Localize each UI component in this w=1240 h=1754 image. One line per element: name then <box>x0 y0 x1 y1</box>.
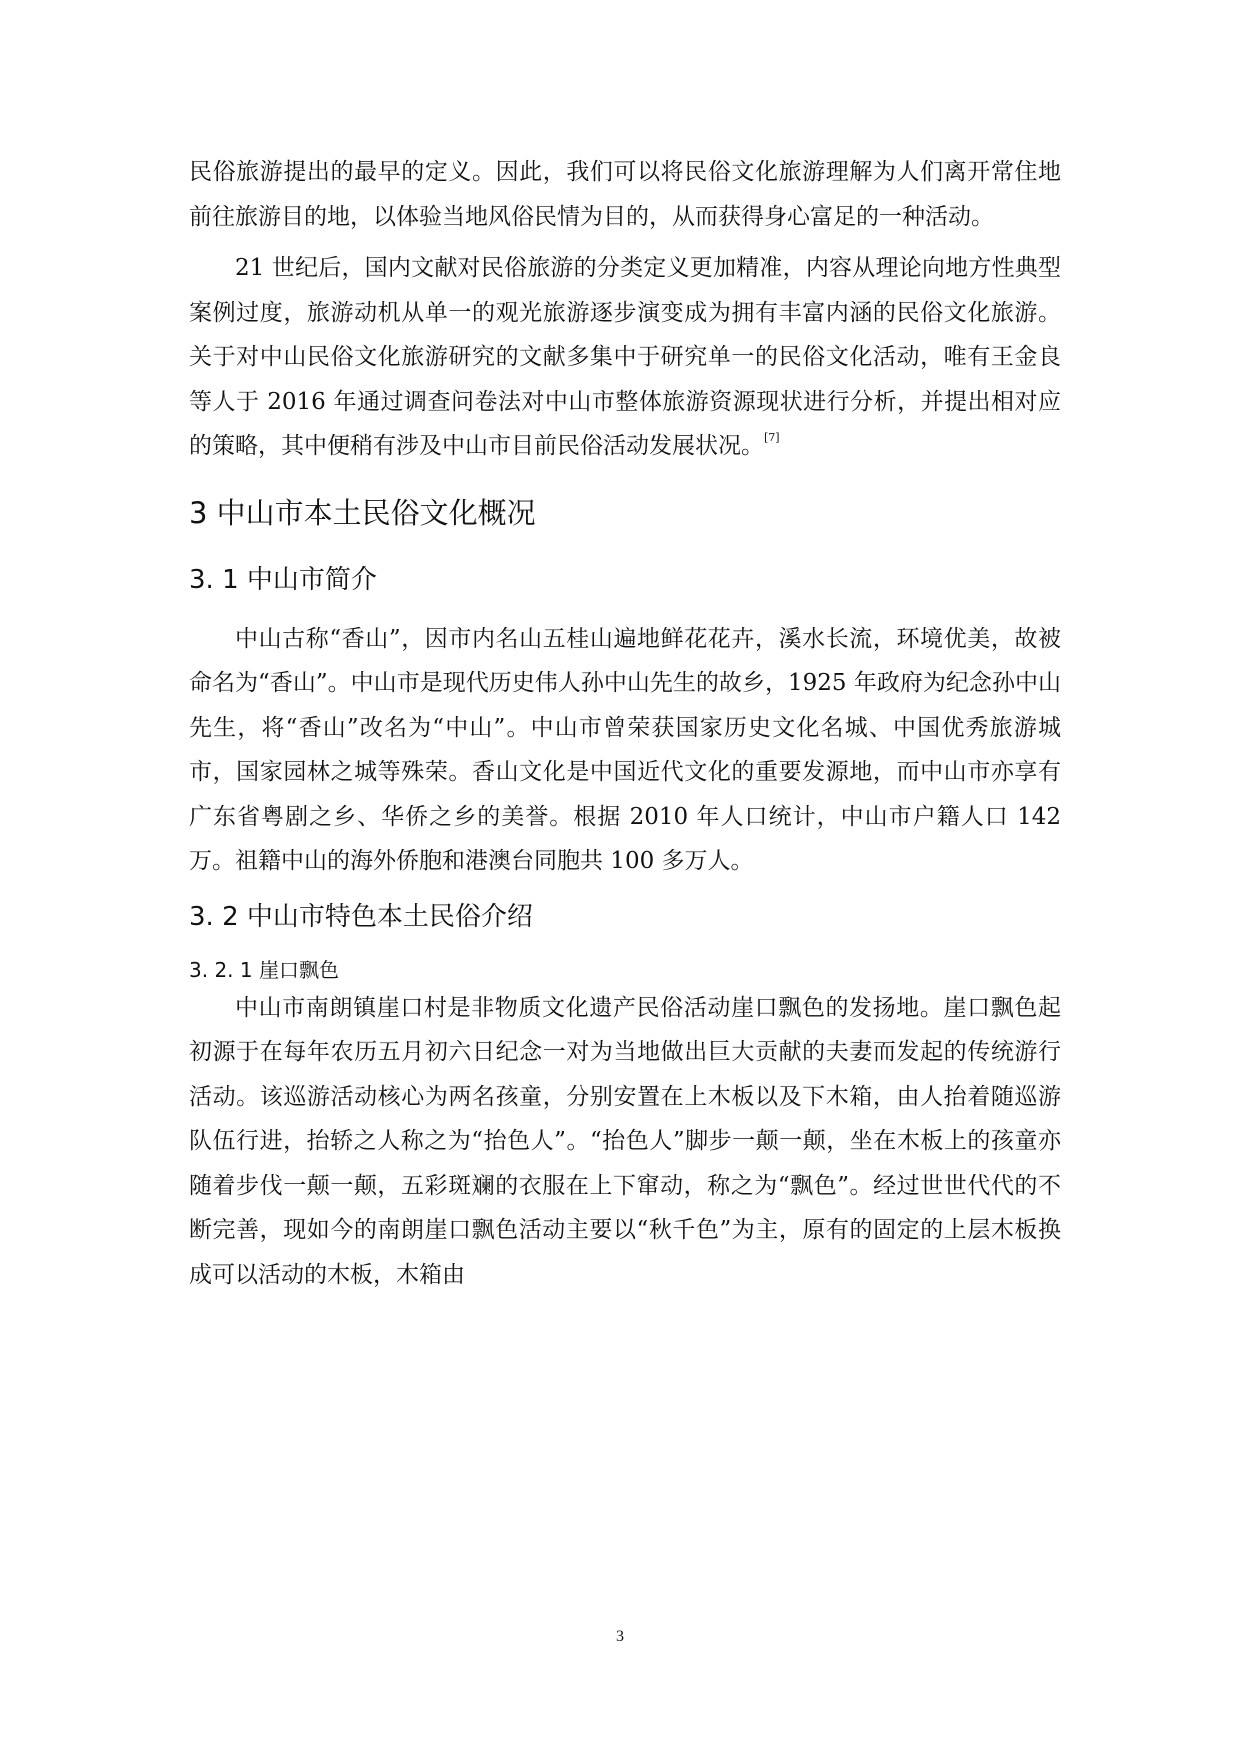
page-body <box>189 150 1061 1304</box>
paragraph-intro-definition: 民俗旅游提出的最早的定义。因此，我们可以将民俗文化旅游理解为人们离开常住地前往旅游目的地，以体验当地风俗民情为目的，从而获得身心富足的一种活动。 <box>189 159 1061 230</box>
page-number: 3 <box>616 1628 624 1645</box>
subsection-heading-3-1: 3. 1 中山市简介 <box>189 564 377 595</box>
paragraph-zhongshan-intro: 中山古称“香山”，因市内名山五桂山遍地鲜花花卉，溪水长流，环境优美，故被命名为“香山”。中山市是现代历史伟人孙中山先生的故乡，1925 年政府为纪念孙中山先生，将“香山”改名为“中山”。中山市曾荣获国家历史文化名城、中国优秀旅游城市，国家园林之城等殊荣。香山文化是中国近代文化的重要发源地，而中山市亦享有广东省粤剧之乡、华侨之乡的美誉。根据 2010 年人口统计，中山市户籍人口 142 万。祖籍中山的海外侨胞和港澳台同胞共 100 多万人。 <box>189 625 1061 874</box>
subsection-heading-3-2: 3. 2 中山市特色本土民俗介绍 <box>189 901 533 932</box>
section-heading-3: 3 中山市本土民俗文化概况 <box>189 495 536 530</box>
paragraph-literature-review-text: 21 世纪后，国内文献对民俗旅游的分类定义更加精准，内容从理论向地方性典型案例过度，旅游动机从单一的观光旅游逐步演变成为拥有丰富内涵的民俗文化旅游。关于对中山民俗文化旅游研究的文献多集中于研究单一的民俗文化活动，唯有王金良等人于 2016 年通过调查问卷法对中山市整体旅游资源现状进行分析，并提出相对应的策略，其中便稍有涉及中山市目前民俗活动发展状况。 <box>189 255 1061 459</box>
subsubsection-heading-3-2-1: 3. 2. 1 崖口飘色 <box>189 957 339 982</box>
paragraph-literature-review <box>189 246 1061 469</box>
paragraph-yakou-piaose: 中山市南朗镇崖口村是非物质文化遗产民俗活动崖口飘色的发扬地。崖口飘色起初源于在每年农历五月初六日纪念一对为当地做出巨大贡献的夫妻而发起的传统游行活动。该巡游活动核心为两名孩童，分别安置在上木板以及下木箱，由人抬着随巡游队伍行进，抬轿之人称之为“抬色人”。“抬色人”脚步一颠一颠，坐在木板上的孩童亦随着步伐一颠一颠，五彩斑斓的衣服在上下窜动，称之为“飘色”。经过世世代代的不断完善，现如今的南朗崖口飘色活动主要以“秋千色”为主，原有的固定的上层木板换成可以活动的木板，木箱由 <box>189 994 1061 1288</box>
citation-marker: [7] <box>764 431 780 444</box>
